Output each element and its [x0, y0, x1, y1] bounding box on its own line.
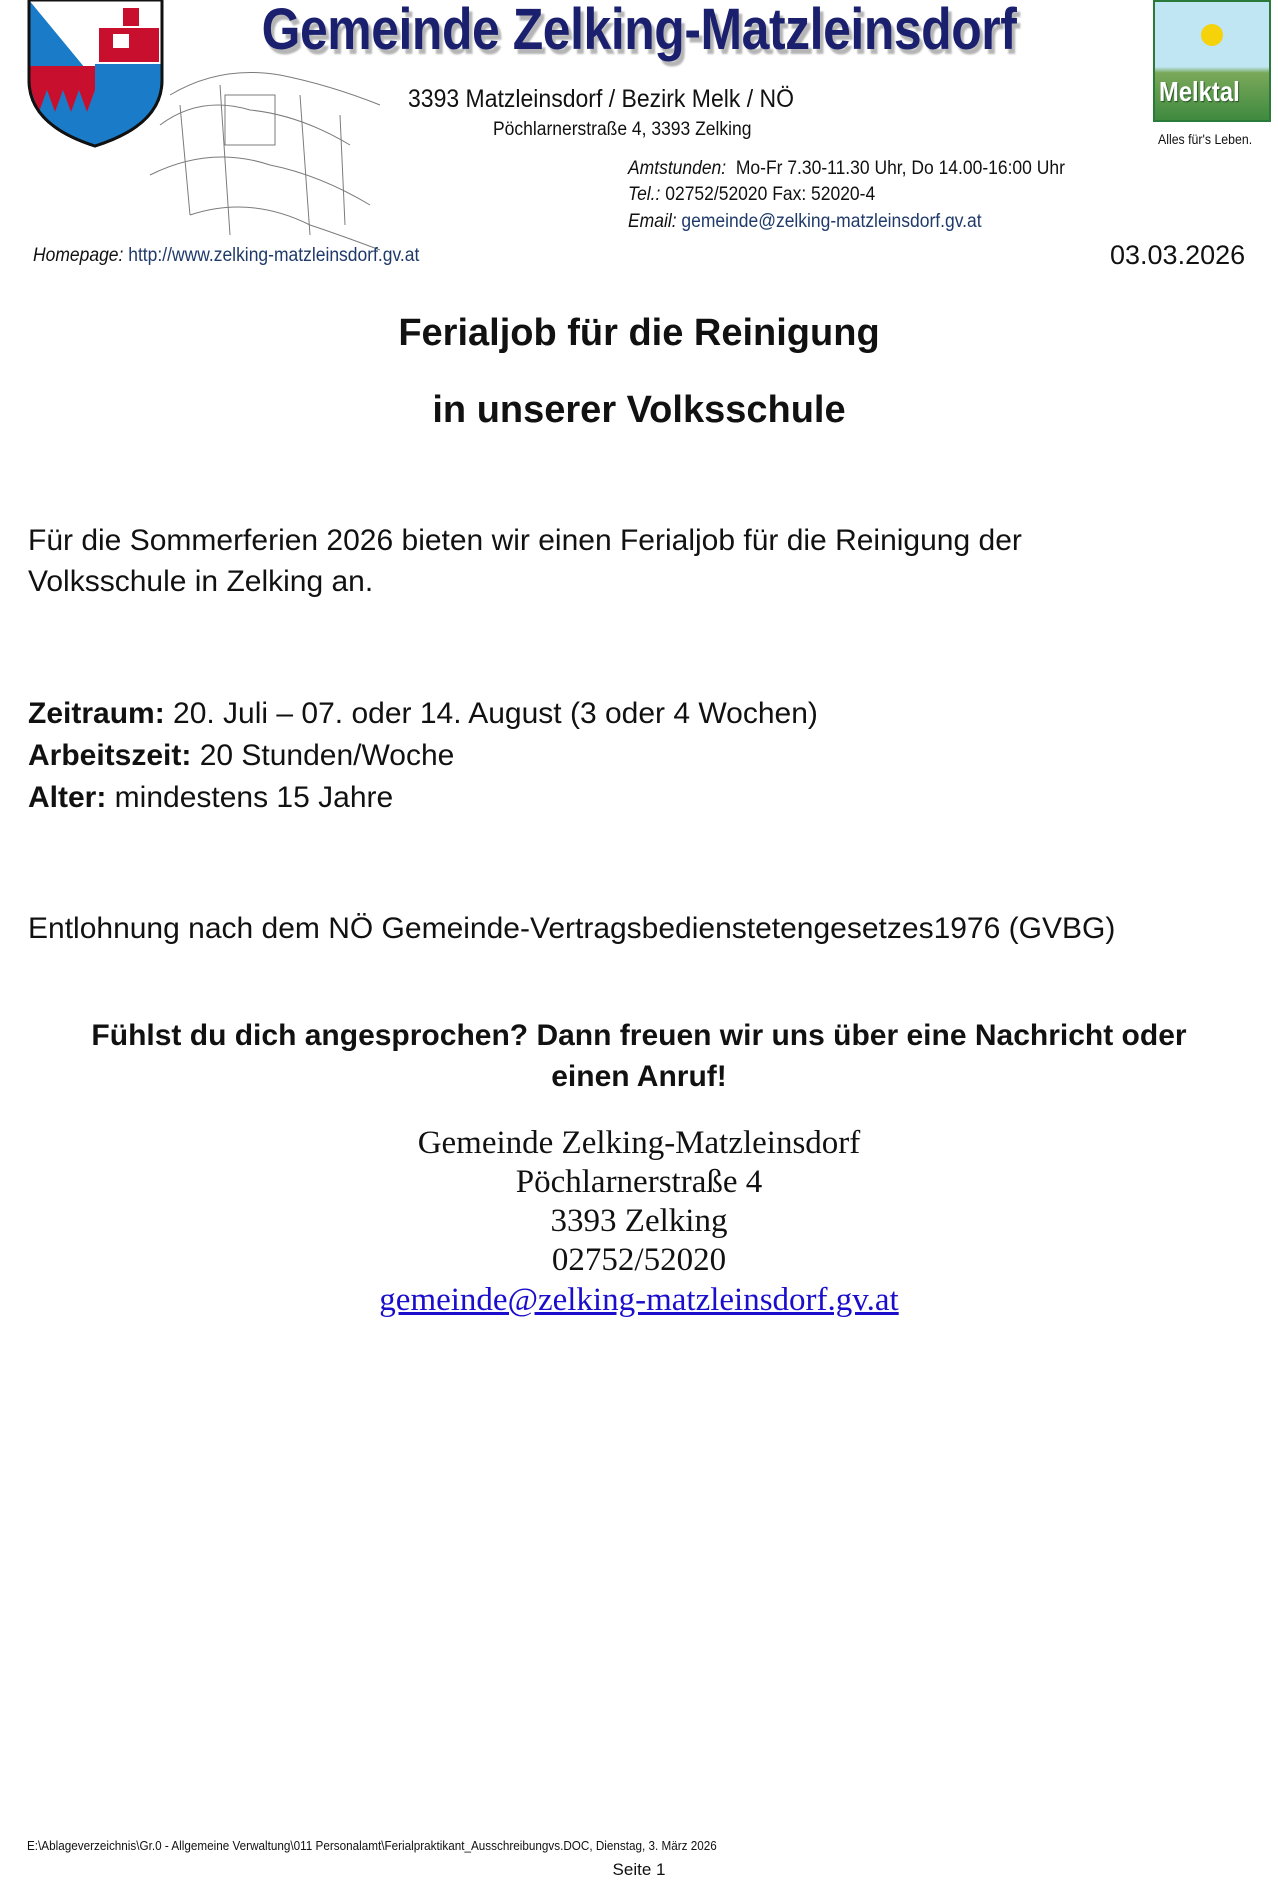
- homepage-line: [33, 245, 419, 267]
- contact-name: Gemeinde Zelking-Matzleinsdorf: [417, 1125, 861, 1161]
- logo-text: Melktal: [1159, 76, 1240, 107]
- district-line: 3393 Matzleinsdorf / Bezirk Melk / NÖ: [408, 85, 795, 113]
- intro-line-2: Volksschule in Zelking an.: [28, 565, 374, 598]
- heading-line-2: in unserer Volksschule: [432, 389, 846, 431]
- municipality-title: Gemeinde Zelking-Matzleinsdorf: [261, 0, 1017, 62]
- cta-line-1: Fühlst du dich angesprochen? Dann freuen wir uns über eine Nachricht oder: [91, 1019, 1187, 1052]
- address-line: Pöchlarnerstraße 4, 3393 Zelking: [493, 119, 752, 140]
- contact-city: 3393 Zelking: [550, 1203, 728, 1239]
- page-number: Seite 1: [612, 1860, 666, 1879]
- footer-file-path: E:\Ablageverzeichnis\Gr.0 - Allgemeine Verwaltung\011 Personalamt\Ferialpraktikant_Ausschreibungvs.DOC, Dienstag, 3. März 2026: [27, 1838, 717, 1853]
- phone-line: [628, 184, 875, 206]
- intro-line-1: Für die Sommerferien 2026 bieten wir einen Ferialjob für die Reinigung der: [28, 524, 1022, 557]
- document-date: 03.03.2026: [1110, 240, 1246, 270]
- email-label: Email:: [628, 211, 677, 232]
- email-line: [628, 211, 982, 233]
- working-hours-line: [28, 739, 454, 773]
- heading-line-1: Ferialjob für die Reinigung: [398, 312, 880, 354]
- office-hours-label: Amtstunden:: [628, 158, 727, 179]
- period-value: 20. Juli – 07. oder 14. August (3 oder 4 Wochen): [164, 697, 818, 730]
- email-link[interactable]: gemeinde@zelking-matzleinsdorf.gv.at: [681, 211, 982, 232]
- phone-label: Tel.:: [628, 184, 661, 205]
- age-line: [28, 781, 393, 815]
- period-label: Zeitraum:: [28, 697, 165, 730]
- period-line: [28, 697, 818, 731]
- sun-icon: [1201, 24, 1223, 46]
- age-label: Alter:: [28, 781, 107, 814]
- pay-line: Entlohnung nach dem NÖ Gemeinde-Vertragsbedienstetengesetzes1976 (GVBG): [28, 912, 1116, 945]
- working-hours-value: 20 Stunden/Woche: [191, 739, 455, 772]
- contact-street: Pöchlarnerstraße 4: [515, 1164, 763, 1200]
- office-hours-value: Mo-Fr 7.30-11.30 Uhr, Do 14.00-16:00 Uhr: [735, 158, 1065, 179]
- homepage-link[interactable]: http://www.zelking-matzleinsdorf.gv.at: [128, 245, 420, 266]
- castle-sketch-illustration: [130, 55, 390, 255]
- contact-email-link[interactable]: gemeinde@zelking-matzleinsdorf.gv.at: [379, 1282, 899, 1318]
- homepage-label: Homepage:: [33, 245, 124, 266]
- working-hours-label: Arbeitszeit:: [28, 739, 192, 772]
- phone-value: 02752/52020 Fax: 52020-4: [665, 184, 876, 205]
- contact-phone: 02752/52020: [551, 1242, 727, 1278]
- logo-slogan: Alles für's Leben.: [1158, 131, 1253, 147]
- contact-email-row: [0, 1282, 1278, 1319]
- cta-line-2: einen Anruf!: [551, 1060, 727, 1093]
- age-value: mindestens 15 Jahre: [106, 781, 394, 814]
- melktal-logo: [1153, 0, 1271, 122]
- office-hours: [628, 158, 1065, 180]
